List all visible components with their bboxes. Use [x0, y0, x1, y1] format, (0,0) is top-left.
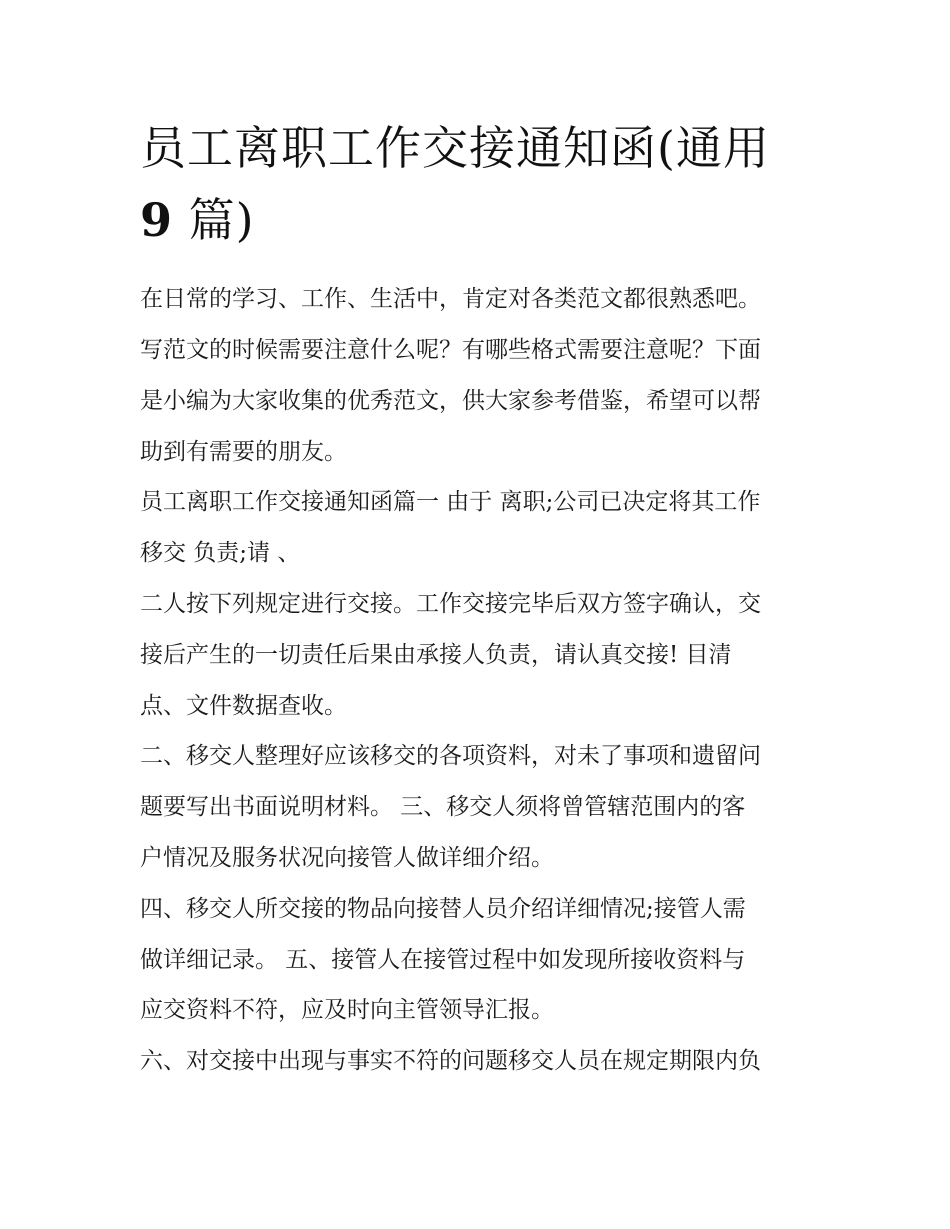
body-line-6: 移交 负责;请 、: [140, 540, 301, 566]
body-line-2: 写范文的时候需要注意什么呢？有哪些格式需要注意呢？下面: [140, 337, 761, 363]
body-line-16: 六、对交接中出现与事实不符的问题移交人员在规定期限内负: [140, 1048, 761, 1074]
body-line-1: 在日常的学习、工作、生活中，肯定对各类范文都很熟悉吧。: [140, 286, 761, 312]
body-line-14: 做详细记录。 五、接管人在接管过程中如发现所接收资料与: [140, 947, 746, 973]
body-line-7: 二人按下列规定进行交接。工作交接完毕后双方签字确认，交: [140, 591, 761, 617]
body-line-15: 应交资料不符，应及时向主管领导汇报。: [140, 997, 554, 1023]
title-line-1: 员工离职工作交接通知函(通用: [140, 121, 770, 175]
body-line-4: 助到有需要的朋友。: [140, 439, 347, 465]
body-line-5: 员工离职工作交接通知函篇一 由于 离职;公司已决定将其工作: [140, 489, 761, 515]
body-line-9: 点、文件数据查收。: [140, 693, 347, 719]
title-number: 9: [140, 193, 174, 247]
body-line-11: 题要写出书面说明材料。 三、移交人须将曾管辖范围内的客: [140, 794, 746, 820]
body-line-12: 户情况及服务状况向接管人做详细介绍。: [140, 845, 554, 871]
body-line-13: 四、移交人所交接的物品向接替人员介绍详细情况;接管人需: [140, 896, 746, 922]
body-line-3: 是小编为大家收集的优秀范文，供大家参考借鉴，希望可以帮: [140, 388, 761, 414]
title-line-2: 篇): [173, 193, 255, 247]
body-line-8: 接后产生的一切责任后果由承接人负责，请认真交接! 目清: [140, 642, 732, 668]
document-title: [140, 112, 830, 256]
body-line-10: 二、移交人整理好应该移交的各项资料，对未了事项和遗留问: [140, 743, 761, 769]
